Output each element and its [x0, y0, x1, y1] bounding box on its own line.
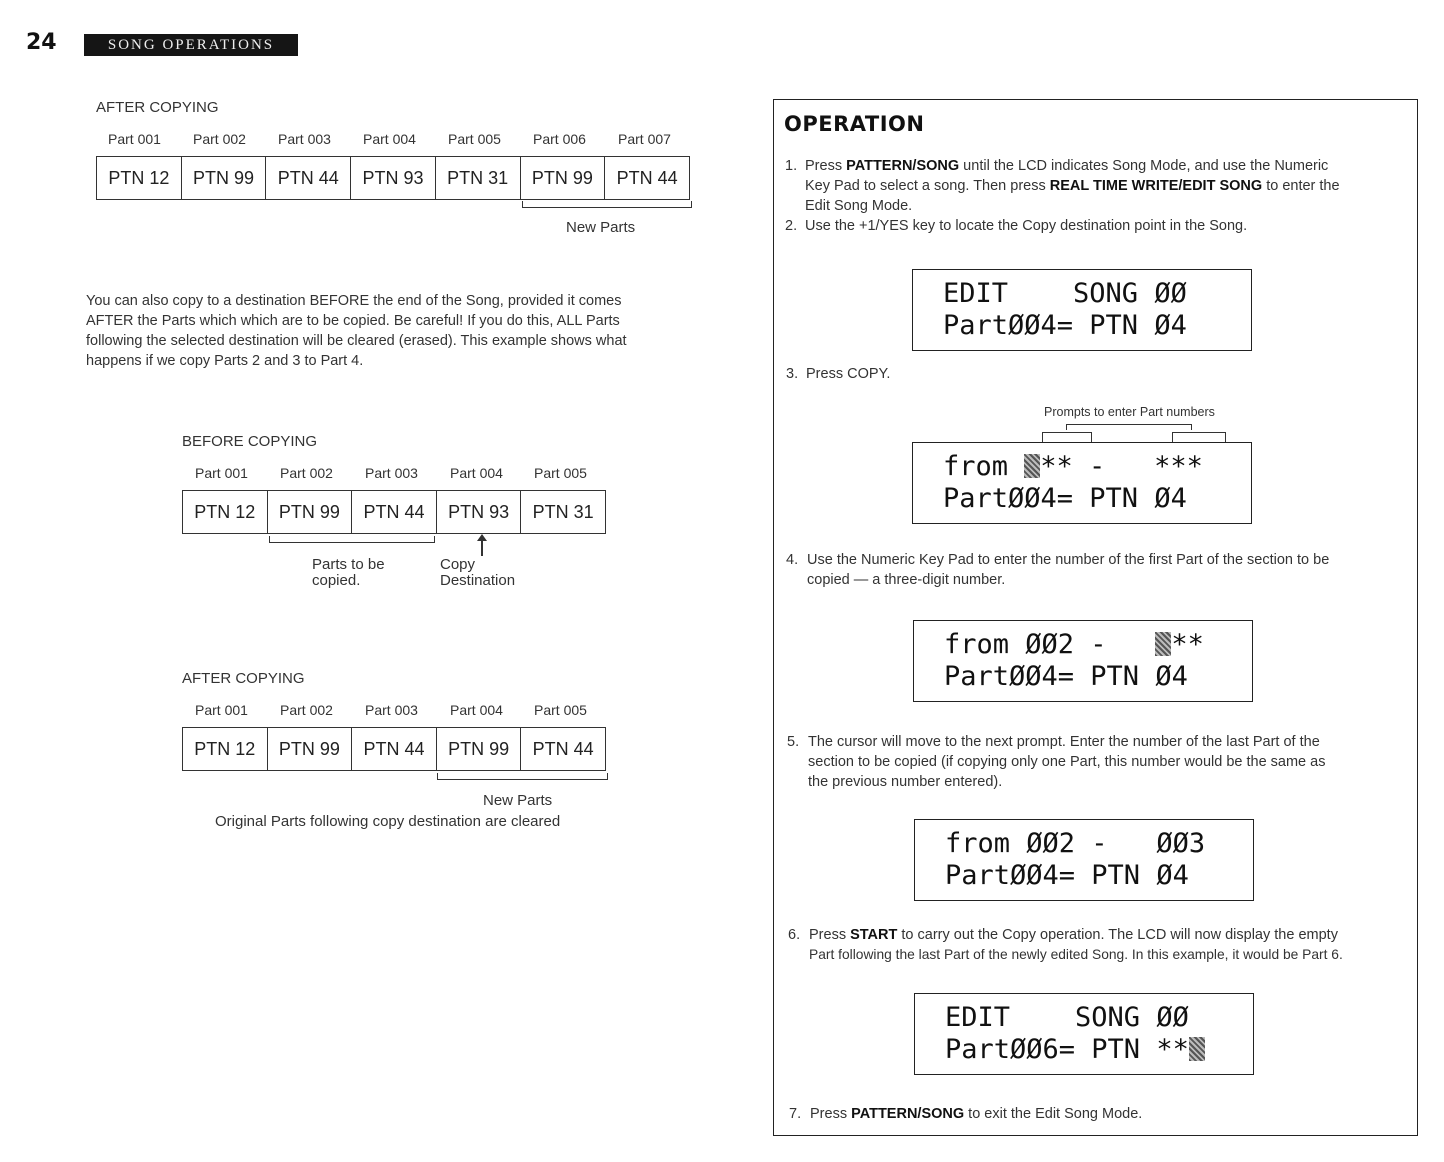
ptn-cell: PTN 31: [521, 491, 606, 534]
ptn-cell: PTN 12: [183, 491, 268, 534]
step-5-number: 5.: [787, 734, 800, 750]
lcd-cursor-icon: [1189, 1037, 1205, 1061]
lcd-text: PartØØ6= PTN **: [945, 1034, 1189, 1065]
step-text: to exit the Edit Song Mode.: [964, 1106, 1143, 1122]
lcd-text: **: [1171, 629, 1204, 660]
ptn-cell: PTN 99: [436, 728, 521, 771]
after-copying-heading: AFTER COPYING: [182, 670, 305, 687]
parts-table-after-2: [182, 727, 606, 771]
paragraph-line: AFTER the Parts which which are to be copied. Be careful! If you do this, ALL Parts: [86, 313, 620, 329]
ptn-cell: PTN 93: [436, 491, 521, 534]
ptn-cell: PTN 44: [352, 491, 437, 534]
step-2: Use the +1/YES key to locate the Copy destination point in the Song.: [805, 218, 1248, 234]
ptn-cell: PTN 44: [352, 728, 437, 771]
ptn-cell: PTN 44: [605, 157, 690, 200]
lcd-display-from-first: [913, 620, 1253, 702]
lcd-display-edit-song-result: [914, 993, 1254, 1075]
key-name: PATTERN/SONG: [851, 1106, 965, 1122]
after-copying-heading: AFTER COPYING: [96, 99, 219, 116]
ptn-cell: PTN 99: [181, 157, 266, 200]
arrow-head-icon: [477, 534, 487, 541]
part-label: Part 003: [365, 465, 418, 481]
step-text: Key Pad to select a song. Then press: [805, 178, 1050, 194]
ptn-cell: PTN 31: [435, 157, 520, 200]
step-4-number: 4.: [786, 552, 799, 568]
step-4: [807, 550, 1407, 590]
section-title-bar: SONG OPERATIONS: [84, 34, 298, 56]
explanation-paragraph: [86, 291, 706, 371]
part-label: Part 003: [365, 702, 418, 718]
operation-panel: [773, 99, 1418, 1136]
part-label: Part 004: [450, 465, 503, 481]
key-name: START: [850, 927, 898, 943]
paragraph-line: happens if we copy Parts 2 and 3 to Part 4.: [86, 353, 364, 369]
step-6: [809, 925, 1409, 965]
part-label: Part 002: [280, 702, 333, 718]
lcd-line: from ØØ2 - ØØ3: [945, 828, 1206, 859]
step-text: The cursor will move to the next prompt. Enter the number of the last Part of the: [808, 734, 1320, 750]
part-label: Part 005: [534, 702, 587, 718]
part-label: Part 005: [448, 131, 501, 147]
step-text: until the LCD indicates Song Mode, and use the Numeric: [959, 158, 1329, 174]
part-label: Part 002: [280, 465, 333, 481]
key-name: PATTERN/SONG: [846, 158, 960, 174]
step-3: Press COPY.: [806, 366, 891, 382]
step-text: the previous number entered).: [808, 774, 1003, 790]
new-parts-bracket: [522, 201, 692, 208]
step-7-number: 7.: [789, 1106, 802, 1122]
caption-line: copied.: [312, 572, 361, 589]
ptn-cell: PTN 44: [266, 157, 351, 200]
step-text: Press: [805, 158, 847, 174]
parts-to-be-copied-caption: [312, 557, 385, 589]
step-text: Use the Numeric Key Pad to enter the number of the first Part of the section to be: [807, 552, 1330, 568]
ptn-cell: PTN 12: [183, 728, 268, 771]
step-1-number: 1.: [785, 158, 798, 174]
step-text: to carry out the Copy operation. The LCD will now display the empty: [897, 927, 1338, 943]
step-text: Part following the last Part of the newly edited Song. In this example, it would be Part 6.: [809, 947, 1343, 962]
part-label: Part 004: [363, 131, 416, 147]
lcd-display-edit-song: [912, 269, 1252, 351]
prompts-bracket: [1066, 424, 1192, 430]
caption-line: Destination: [440, 572, 516, 589]
cleared-note: Original Parts following copy destination are cleared: [215, 813, 561, 830]
part-label: Part 005: [534, 465, 587, 481]
part-label: Part 003: [278, 131, 331, 147]
parts-to-be-copied-bracket: [269, 536, 435, 543]
step-text: Press: [809, 927, 851, 943]
caption-line: Copy: [440, 556, 476, 573]
before-copying-heading: BEFORE COPYING: [182, 433, 318, 450]
step-6-number: 6.: [788, 927, 801, 943]
part-label: Part 004: [450, 702, 503, 718]
lcd-text: from ØØ2 -: [944, 629, 1156, 660]
paragraph-line: following the selected destination will be cleared (erased). This example shows what: [86, 333, 627, 349]
lcd-line: PartØØ4= PTN Ø4: [945, 860, 1189, 891]
part-label: Part 006: [533, 131, 586, 147]
paragraph-line: You can also copy to a destination BEFORE the end of the Song, provided it comes: [86, 293, 622, 309]
new-parts-bracket: [437, 773, 608, 780]
lcd-line: PartØØ4= PTN Ø4: [944, 661, 1188, 692]
step-text: section to be copied (if copying only one Part, this number would be the same as: [808, 754, 1326, 770]
new-parts-label: New Parts: [483, 792, 553, 809]
lcd-line: EDIT SONG ØØ: [943, 278, 1187, 309]
ptn-cell: PTN 12: [97, 157, 182, 200]
page-number: 24: [26, 30, 57, 55]
step-text: Press: [810, 1106, 852, 1122]
parts-table-before: [182, 490, 606, 534]
part-label: Part 001: [195, 465, 248, 481]
key-name: REAL TIME WRITE/EDIT SONG: [1049, 178, 1263, 194]
ptn-cell: PTN 99: [267, 491, 352, 534]
lcd-cursor-icon: [1024, 454, 1040, 478]
step-2-number: 2.: [785, 218, 798, 234]
part-label: Part 001: [195, 702, 248, 718]
part-label: Part 007: [618, 131, 671, 147]
caption-line: Parts to be: [312, 556, 385, 573]
operation-title: OPERATION: [784, 112, 925, 136]
new-parts-label: New Parts: [566, 219, 636, 236]
part-label: Part 001: [108, 131, 161, 147]
lcd-text: from: [943, 451, 1025, 482]
prompts-label: Prompts to enter Part numbers: [1044, 405, 1215, 419]
step-1: [805, 156, 1410, 216]
lcd-display-from-range: [914, 819, 1254, 901]
lcd-line: PartØØ4= PTN Ø4: [943, 310, 1187, 341]
lcd-display-from-prompt: [912, 442, 1252, 524]
lcd-line: PartØØ4= PTN Ø4: [943, 483, 1187, 514]
lcd-text: ** - ***: [1040, 451, 1203, 482]
step-3-number: 3.: [786, 366, 799, 382]
step-text: to enter the: [1262, 178, 1340, 194]
step-7: [810, 1104, 1142, 1124]
ptn-cell: PTN 93: [351, 157, 436, 200]
copy-destination-caption: [440, 557, 515, 589]
lcd-cursor-icon: [1155, 632, 1171, 656]
step-text: copied — a three-digit number.: [807, 572, 1006, 588]
parts-table-after-1: [96, 156, 690, 200]
step-text: Edit Song Mode.: [805, 198, 913, 214]
ptn-cell: PTN 99: [267, 728, 352, 771]
step-5: [808, 732, 1408, 792]
part-label: Part 002: [193, 131, 246, 147]
lcd-line: EDIT SONG ØØ: [945, 1002, 1189, 1033]
ptn-cell: PTN 44: [521, 728, 606, 771]
ptn-cell: PTN 99: [520, 157, 605, 200]
